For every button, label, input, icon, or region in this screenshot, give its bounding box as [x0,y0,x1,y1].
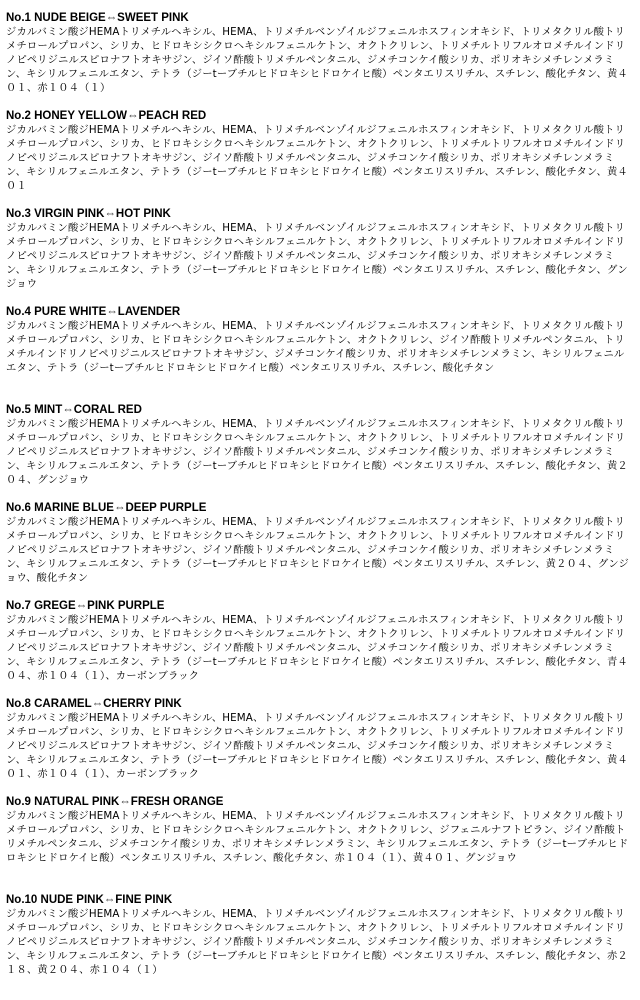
ingredients-list: ジカルバミン酸ジHEMAトリメチルヘキシル、HEMA、トリメチルベンゾイルジフェニルホスフィンオキシド、トリメタクリル酸トリメチロールプロパン、シリカ、ヒドロキシシクロヘキシルフェニルケトン、オクトクリレン、トリメチルトリフルオロメチルインドリノピペリジニルスピロナフトオキサジン、ジイソ酢酸トリメチルペンタニル、ジメチコンケイ酸シリカ、ポリオキシメチレンメラミン、キシリルフェニルエタン、テトラ（ジーtーブチルヒドロキシヒドロケイヒ酸）ペンタエリスリチル、スチレン、酸化チタン、黄４０１、赤１０４（１） [6,26,628,94]
product-entry-8 [6,697,634,795]
ingredients-list: ジカルバミン酸ジHEMAトリメチルヘキシル、HEMA、トリメチルベンゾイルジフェニルホスフィンオキシド、トリメタクリル酸トリメチロールプロパン、シリカ、ヒドロキシシクロヘキシルフェニルケトン、オクトクリレン、ジイソ酢酸トリメチルペンタニル、トリメチルインドリノピペリジニルスピロナフトオキサジン、ジメチコンケイ酸シリカ、ポリオキシメチレンメラミン、キシリルフェニルエタン、テトラ（ジーtーブチルヒドロキシヒドロケイヒ酸）ペンタエリスリチル、スチレン、酸化チタン [6,320,625,374]
product-entry-2 [6,109,634,207]
ingredients-list: ジカルバミン酸ジHEMAトリメチルヘキシル、HEMA、トリメチルベンゾイルジフェニルホスフィンオキシド、トリメタクリル酸トリメチロールプロパン、シリカ、ヒドロキシシクロヘキシルフェニルケトン、オクトクリレン、トリメチルトリフルオロメチルインドリノピペリジニルスピロナフトオキサジン、ジイソ酢酸トリメチルペンタニル、ジメチコンケイ酸シリカ、ポリオキシメチレンメラミン、キシリルフェニルエタン、テトラ（ジーtーブチルヒドロキシヒドロケイヒ酸）ペンタエリスリチル、スチレン、酸化チタン、グンジョウ [6,222,628,290]
product-title: No.8 CARAMEL⇔CHERRY PINK [6,698,182,710]
product-entry-1 [6,11,634,109]
ingredients-list: ジカルバミン酸ジHEMAトリメチルヘキシル、HEMA、トリメチルベンゾイルジフェニルホスフィンオキシド、トリメタクリル酸トリメチロールプロパン、シリカ、ヒドロキシシクロヘキシルフェニルケトン、オクトクリレン、トリメチルトリフルオロメチルインドリノピペリジニルスピロナフトオキサジン、ジイソ酢酸トリメチルペンタニル、ジメチコンケイ酸シリカ、ポリオキシメチレンメラミン、キシリルフェニルエタン、テトラ（ジーtーブチルヒドロキシヒドロケイヒ酸）ペンタエリスリチル、スチレン、酸化チタン、黄２０４、グンジョウ [6,418,628,486]
product-title: No.2 HONEY YELLOW⇔PEACH RED [6,110,207,122]
product-title: No.6 MARINE BLUE⇔DEEP PURPLE [6,502,207,514]
product-title: No.7 GREGE⇔PINK PURPLE [6,600,165,612]
product-title: No.10 NUDE PINK⇔FINE PINK [6,894,173,906]
ingredients-list: ジカルバミン酸ジHEMAトリメチルヘキシル、HEMA、トリメチルベンゾイルジフェニルホスフィンオキシド、トリメタクリル酸トリメチロールプロパン、シリカ、ヒドロキシシクロヘキシルフェニルケトン、オクトクリレン、トリメチルトリフルオロメチルインドリノピペリジニルスピロナフトオキサジン、ジイソ酢酸トリメチルペンタニル、ジメチコンケイ酸シリカ、ポリオキシメチレンメラミン、キシリルフェニルエタン、テトラ（ジーtーブチルヒドロキシヒドロケイヒ酸）ペンタエリスリチル、スチレン、酸化チタン、黄４０１ [6,124,628,192]
product-title: No.5 MINT⇔CORAL RED [6,404,142,416]
ingredients-list: ジカルバミン酸ジHEMAトリメチルヘキシル、HEMA、トリメチルベンゾイルジフェニルホスフィンオキシド、トリメタクリル酸トリメチロールプロパン、シリカ、ヒドロキシシクロヘキシルフェニルケトン、オクトクリレン、ジフェニルナフトピラン、ジイソ酢酸トリメチルペンタニル、ジメチコンケイ酸シリカ、ポリオキシメチレンメラミン、キシリルフェニルエタン、テトラ（ジーtーブチルヒドロキシヒドロケイヒ酸）ペンタエリスリチル、スチレン、酸化チタン、赤１０４（１）、黄４０１、グンジョウ [6,810,629,864]
product-entry-5 [6,403,634,501]
product-title: No.3 VIRGIN PINK⇔HOT PINK [6,208,171,220]
ingredients-list: ジカルバミン酸ジHEMAトリメチルヘキシル、HEMA、トリメチルベンゾイルジフェニルホスフィンオキシド、トリメタクリル酸トリメチロールプロパン、シリカ、ヒドロキシシクロヘキシルフェニルケトン、オクトクリレン、トリメチルトリフルオロメチルインドリノピペリジニルスピロナフトオキサジン、ジイソ酢酸トリメチルペンタニル、ジメチコンケイ酸シリカ、ポリオキシメチレンメラミン、キシリルフェニルエタン、テトラ（ジーtーブチルヒドロキシヒドロケイヒ酸）ペンタエリスリチル、スチレン、黄２０４、グンジョウ、酸化チタン [6,516,629,584]
ingredients-list: ジカルバミン酸ジHEMAトリメチルヘキシル、HEMA、トリメチルベンゾイルジフェニルホスフィンオキシド、トリメタクリル酸トリメチロールプロパン、シリカ、ヒドロキシシクロヘキシルフェニルケトン、オクトクリレン、トリメチルトリフルオロメチルインドリノピペリジニルスピロナフトオキサジン、ジイソ酢酸トリメチルペンタニル、ジメチコンケイ酸シリカ、ポリオキシメチレンメラミン、キシリルフェニルエタン、テトラ（ジーtーブチルヒドロキシヒドロケイヒ酸）ペンタエリスリチル、スチレン、酸化チタン、黄４０１、赤１０４（１）、カーボンブラック [6,712,628,780]
product-entry-7 [6,599,634,697]
product-title: No.4 PURE WHITE⇔LAVENDER [6,306,181,318]
product-title: No.1 NUDE BEIGE⇔SWEET PINK [6,12,189,24]
ingredients-list: ジカルバミン酸ジHEMAトリメチルヘキシル、HEMA、トリメチルベンゾイルジフェニルホスフィンオキシド、トリメタクリル酸トリメチロールプロパン、シリカ、ヒドロキシシクロヘキシルフェニルケトン、オクトクリレン、トリメチルトリフルオロメチルインドリノピペリジニルスピロナフトオキサジン、ジイソ酢酸トリメチルペンタニル、ジメチコンケイ酸シリカ、ポリオキシメチレンメラミン、キシリルフェニルエタン、テトラ（ジーtーブチルヒドロキシヒドロケイヒ酸）ペンタエリスリチル、スチレン、酸化チタン、青４０４、赤１０４（１）、カーボンブラック [6,614,628,682]
product-entry-9 [6,795,634,893]
product-entry-10 [6,893,634,991]
product-title: No.9 NATURAL PINK⇔FRESH ORANGE [6,796,224,808]
ingredients-list: ジカルバミン酸ジHEMAトリメチルヘキシル、HEMA、トリメチルベンゾイルジフェニルホスフィンオキシド、トリメタクリル酸トリメチロールプロパン、シリカ、ヒドロキシシクロヘキシルフェニルケトン、オクトクリレン、トリメチルトリフルオロメチルインドリノピペリジニルスピロナフトオキサジン、ジイソ酢酸トリメチルペンタニル、ジメチコンケイ酸シリカ、ポリオキシメチレンメラミン、キシリルフェニルエタン、テトラ（ジーtーブチルヒドロキシヒドロケイヒ酸）ペンタエリスリチル、スチレン、酸化チタン、赤２１８、黄２０４、赤１０４（１） [6,908,628,976]
product-entry-3 [6,207,634,305]
product-entry-4 [6,305,634,403]
product-entry-6 [6,501,634,599]
